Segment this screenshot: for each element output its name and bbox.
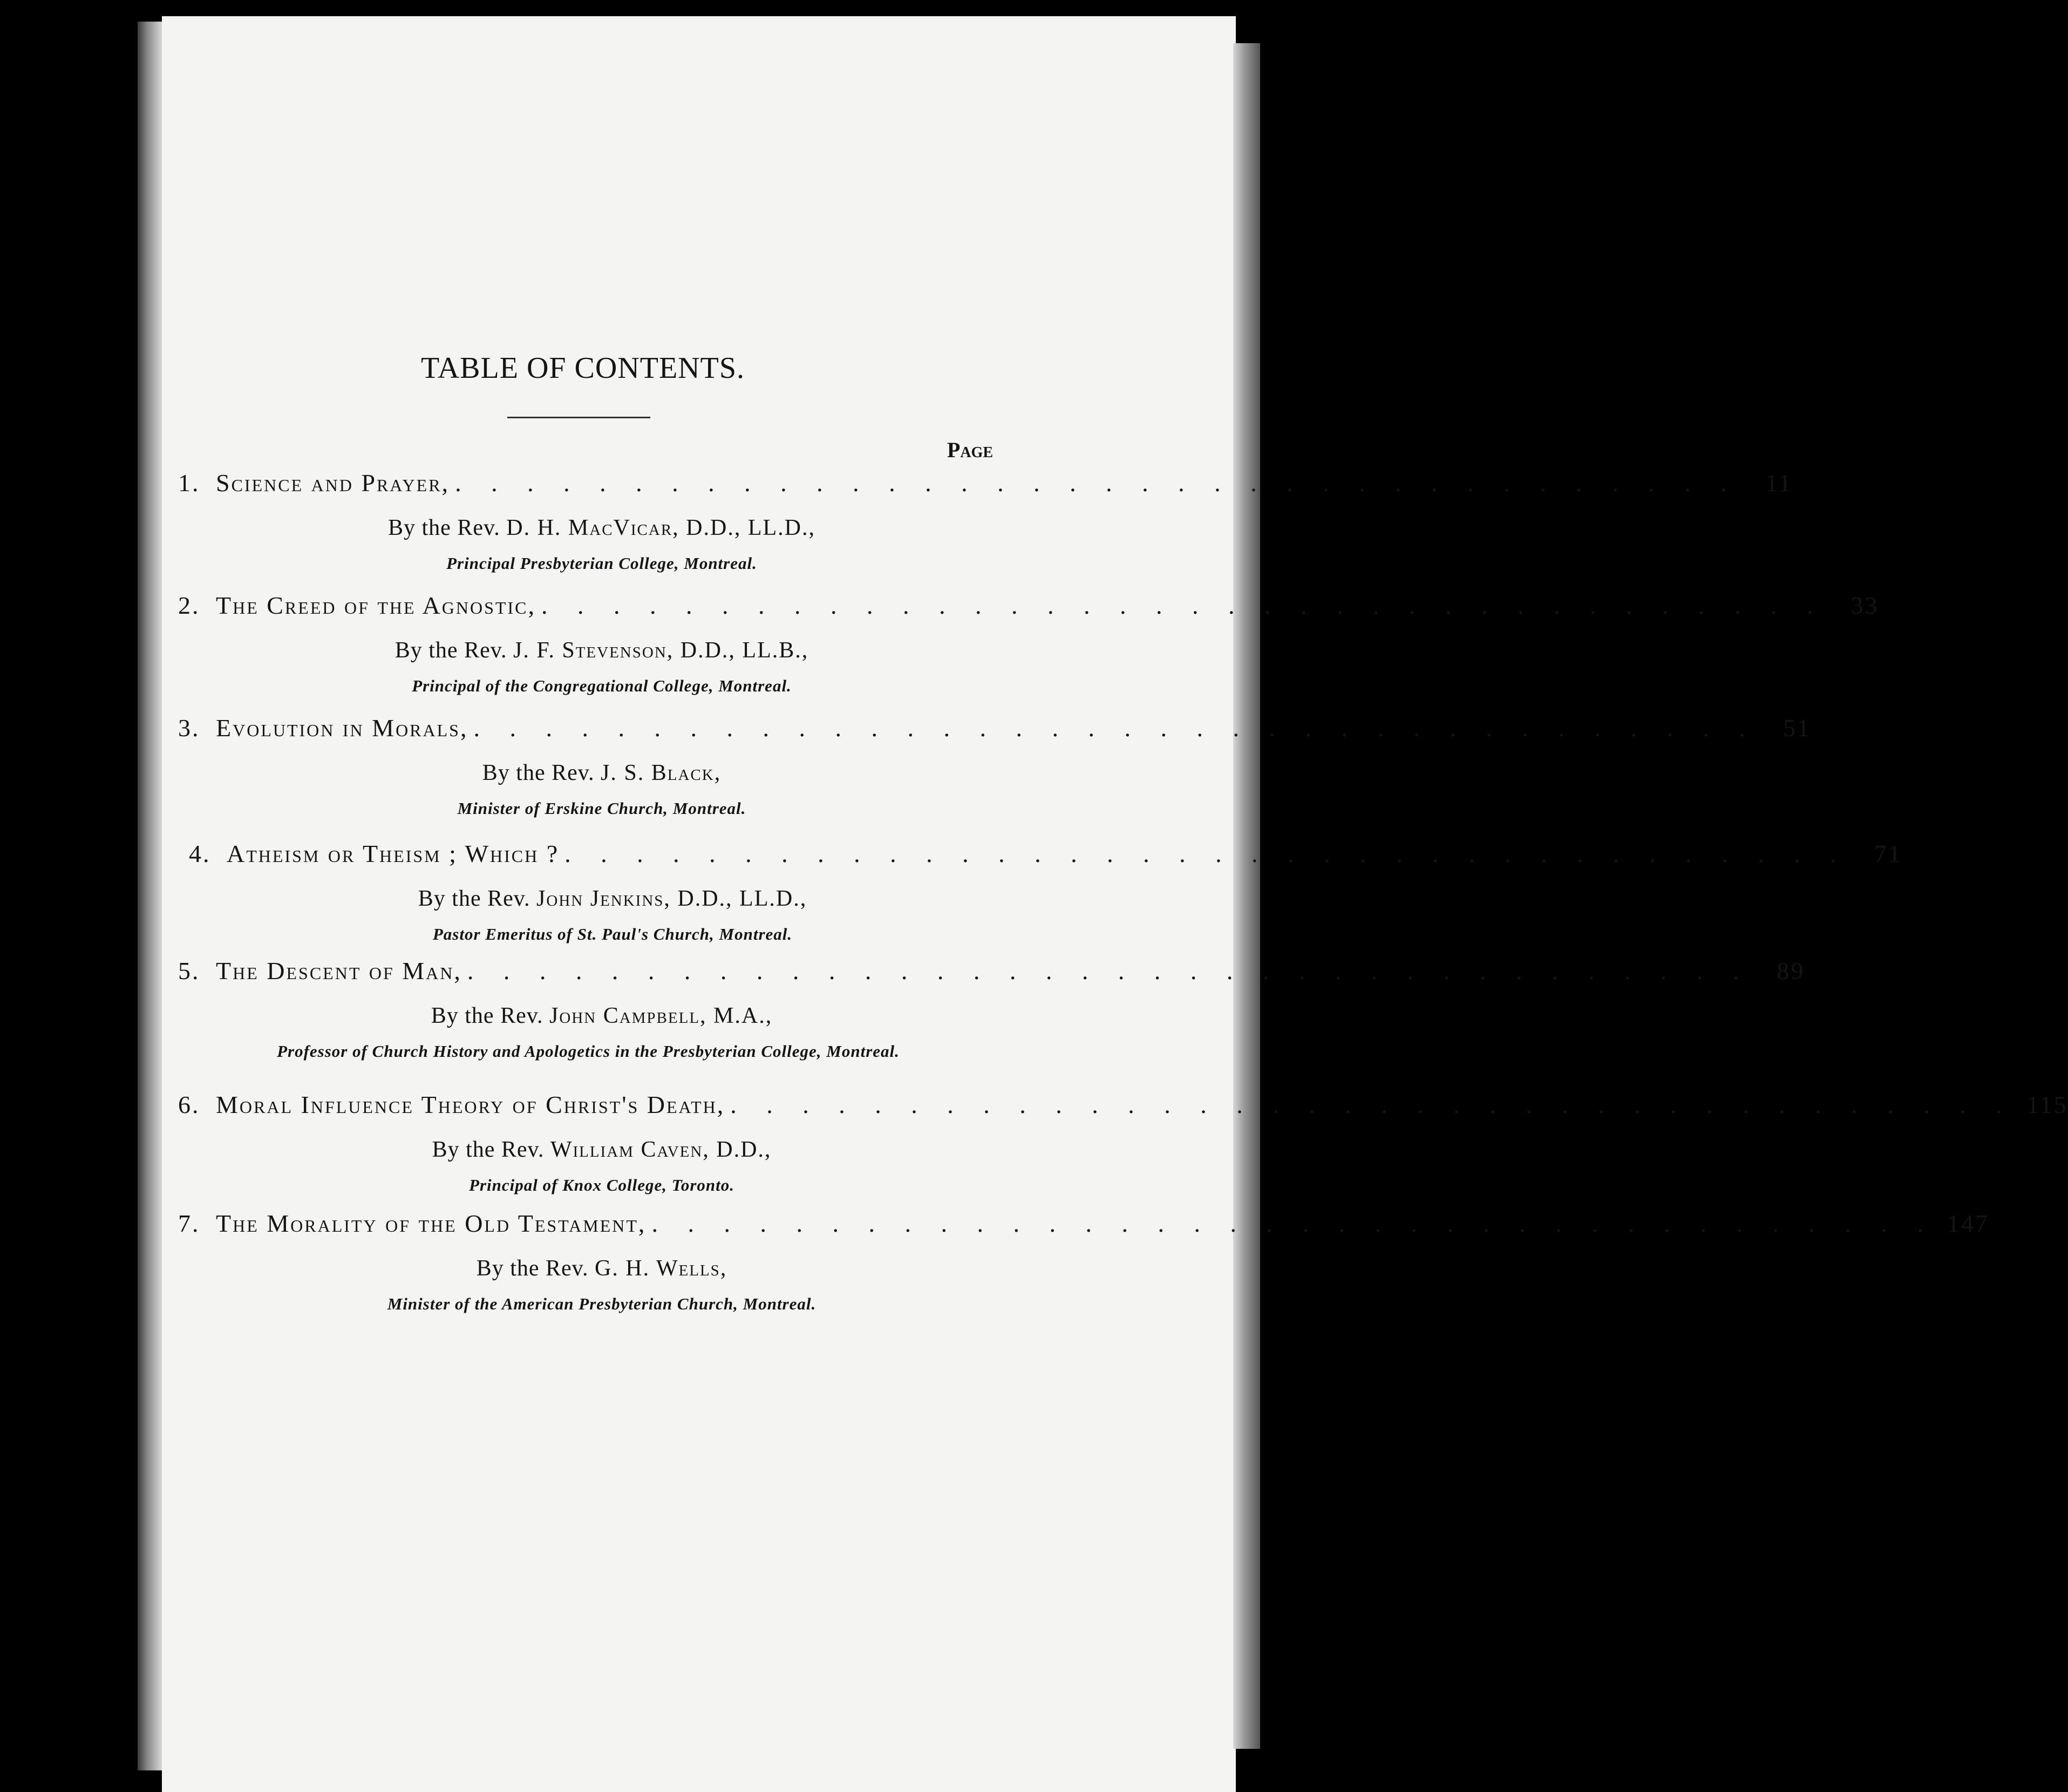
entry-title: Moral Influence Theory of Christ's Death,	[216, 1091, 725, 1118]
toc-entry	[178, 469, 1793, 576]
entry-title: Atheism or Theism ; Which ?	[227, 840, 560, 867]
toc-entry	[178, 1090, 2068, 1198]
toc-entry	[178, 956, 1805, 1064]
byline-prefix: By the Rev.	[432, 1137, 545, 1162]
byline-prefix: By the Rev.	[431, 1003, 543, 1028]
entry-byline	[178, 1255, 988, 1281]
leader-dots: . . . . . . . . . . . . . . . . . . . . . . . . . . . . . . . . . . . .	[730, 1091, 2014, 1118]
entry-author: William Caven, D.D.,	[550, 1137, 772, 1162]
page-edge-shadow	[1233, 43, 1260, 1749]
leader-dots: . . . . . . . . . . . . . . . . . . . . . . . . . . . . . . . . . . . .	[564, 840, 1848, 867]
leader-dots: . . . . . . . . . . . . . . . . . . . . . . . . . . . . . . . . . . . .	[455, 469, 1739, 497]
toc-entry	[189, 839, 1902, 947]
entry-title: The Morality of the Old Testament,	[216, 1210, 647, 1237]
toc-entry-line	[189, 839, 1902, 883]
toc-entry-line	[178, 591, 1879, 634]
byline-prefix: By the Rev.	[482, 761, 595, 785]
entry-byline	[178, 1003, 988, 1029]
toc-entry-line	[178, 469, 1793, 512]
byline-prefix: By the Rev.	[418, 886, 530, 911]
entry-byline	[178, 515, 988, 541]
toc-entry	[178, 591, 1879, 699]
toc-entry-line	[178, 1090, 2068, 1133]
entry-author: John Campbell, M.A.,	[549, 1003, 773, 1028]
page-column-label: Page	[947, 438, 993, 462]
leader-dots: . . . . . . . . . . . . . . . . . . . . . . . . . . . . . . . . . . . .	[651, 1210, 1935, 1237]
entry-number: 3.	[178, 714, 200, 742]
leader-dots: . . . . . . . . . . . . . . . . . . . . . . . . . . . . . . . . . . . .	[541, 592, 1825, 619]
entry-author: J. S. Black,	[601, 761, 722, 785]
entry-affiliation: Minister of Erskine Church, Montreal.	[457, 799, 746, 818]
entry-page-number: 115	[2026, 1091, 2068, 1118]
entry-affiliation: Pastor Emeritus of St. Paul's Church, Montreal.	[432, 925, 793, 943]
entry-number: 7.	[178, 1210, 200, 1237]
entry-affiliation: Principal of Knox College, Toronto.	[468, 1176, 734, 1194]
entry-page-number: 89	[1777, 957, 1805, 985]
entry-number: 6.	[178, 1091, 200, 1118]
entry-page-number: 11	[1765, 469, 1793, 497]
entry-affiliation: Minister of the American Presbyterian Church, Montreal.	[387, 1294, 817, 1313]
toc-entry-line	[178, 714, 1811, 757]
entry-page-number: 51	[1783, 714, 1811, 742]
toc-entry	[178, 714, 1811, 822]
entry-author: D. H. MacVicar, D.D., LL.D.,	[506, 515, 815, 540]
page-title: TABLE OF CONTENTS.	[421, 351, 745, 385]
entry-number: 5.	[178, 957, 200, 985]
entry-title: Evolution in Morals,	[216, 714, 468, 742]
entry-author: J. F. Stevenson, D.D., LL.B.,	[513, 638, 809, 663]
entry-page-number: 147	[1947, 1210, 1989, 1237]
entry-author: G. H. Wells,	[594, 1256, 727, 1281]
entry-title: The Creed of the Agnostic,	[216, 592, 536, 619]
entry-title: The Descent of Man,	[216, 957, 462, 985]
byline-prefix: By the Rev.	[388, 515, 500, 540]
title-underline-rule	[507, 417, 650, 418]
entry-affiliation: Principal Presbyterian College, Montreal.	[446, 554, 757, 573]
entry-affiliation: Principal of the Congregational College, Montreal.	[412, 676, 792, 695]
entry-page-number: 71	[1874, 840, 1902, 867]
entry-title: Science and Prayer,	[216, 469, 450, 497]
entry-byline	[189, 886, 998, 912]
entry-byline	[178, 637, 988, 663]
toc-entry-line	[178, 956, 1805, 1000]
toc-entry	[178, 1209, 1989, 1317]
leader-dots: . . . . . . . . . . . . . . . . . . . . . . . . . . . . . . . . . . . .	[473, 714, 1757, 742]
entry-author: John Jenkins, D.D., LL.D.,	[536, 886, 807, 911]
entry-number: 2.	[178, 592, 200, 619]
entry-number: 1.	[178, 469, 200, 497]
entry-page-number: 33	[1851, 592, 1879, 619]
byline-prefix: By the Rev.	[476, 1256, 589, 1281]
leader-dots: . . . . . . . . . . . . . . . . . . . . . . . . . . . . . . . . . . . .	[467, 957, 1751, 985]
entry-affiliation: Professor of Church History and Apologetics in the Presbyterian College, Montreal.	[277, 1042, 900, 1061]
entry-number: 4.	[189, 840, 211, 867]
entry-byline	[178, 1137, 988, 1163]
entry-byline	[178, 760, 988, 786]
toc-entry-line	[178, 1209, 1989, 1252]
byline-prefix: By the Rev.	[394, 638, 507, 663]
